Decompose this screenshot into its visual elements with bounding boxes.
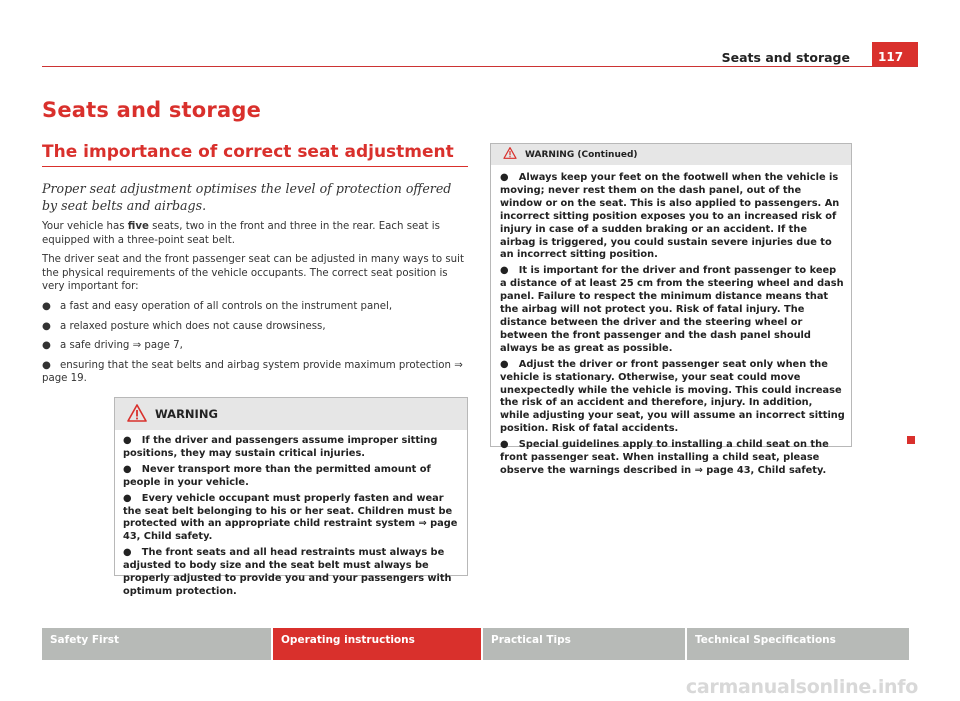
- warning-item: ● Special guidelines apply to installing a child seat on the front passenger seat. When installing a child seat, please observe the warnings described in ⇒ page 43, Child safety.: [500, 439, 829, 476]
- tab-technical-specifications[interactable]: Technical Specifications: [687, 628, 909, 660]
- list-item: ● a fast and easy operation of all controls on the instrument panel,: [42, 300, 393, 312]
- warning-item: ● The front seats and all head restraints must always be adjusted to body size and the seat belt must always be properly adjusted to provide you and your passengers with optimum protection.: [123, 547, 452, 597]
- warning-triangle-icon: [503, 147, 517, 162]
- body-list: [42, 300, 468, 386]
- section-end-marker: [907, 436, 915, 444]
- warning-item: ● Adjust the driver or front passenger seat only when the vehicle is stationary. Otherwise, your seat could move unexpectedly while the vehicle is moving. This could increase the risk of an accident and therefore, injury. In addition, while adjusting your seat, you will assume an incorrect sitting position. Risk of fatal accidents.: [500, 358, 845, 435]
- tab-practical-tips[interactable]: Practical Tips: [483, 628, 685, 660]
- running-header: Seats and storage: [721, 50, 850, 65]
- warning-continued-box: [490, 143, 852, 476]
- warning-header: [115, 398, 467, 430]
- header-rule: [42, 66, 918, 67]
- intro-text: Proper seat adjustment optimises the level of protection offered by seat belts and airbags.: [42, 181, 452, 213]
- list-item: ● a relaxed posture which does not cause drowsiness,: [42, 320, 326, 332]
- body-paragraph: The driver seat and the front passenger seat can be adjusted in many ways to suit the physical requirements of the vehicle occupants. The correct seat position is very important for:: [42, 254, 464, 293]
- watermark: carmanualsonline.info: [685, 676, 918, 698]
- seat-count: five: [127, 221, 149, 232]
- body-paragraph: Your vehicle has five seats, two in the front and three in the rear. Each seat is equipped with a three-point seat belt.: [42, 221, 440, 246]
- tab-operating-instructions[interactable]: Operating instructions: [273, 628, 481, 660]
- warning-triangle-icon: [127, 404, 147, 425]
- footer-nav: [42, 628, 918, 660]
- warning-title: WARNING (Continued): [525, 149, 638, 160]
- warning-item: ● Always keep your feet on the footwell when the vehicle is moving; never rest them on the dash panel, out of the window or on the seat. This is also applied to passengers. An incorrect sitting position exposes you to an increased risk of injury in case of a sudden braking or an accident. If the airbag is triggered, you could sustain severe injuries due to an incorrect sitting position.: [500, 172, 840, 261]
- warning-text: [115, 430, 467, 599]
- warning-item: ● Every vehicle occupant must properly fasten and wear the seat belt belonging to his or her seat. Children must be protected with an appropriate child restraint system ⇒ page 43, Child safety.: [123, 492, 458, 543]
- list-item: ● ensuring that the seat belts and airbag system provide maximum protection ⇒ page 19.: [42, 359, 463, 385]
- list-item: ● a safe driving ⇒ page 7,: [42, 340, 183, 352]
- warning-box: [114, 397, 468, 597]
- section-title: The importance of correct seat adjustment: [42, 142, 454, 162]
- warning-item: ● It is important for the driver and front passenger to keep a distance of at least 25 cm from the steering wheel and dash panel. Failure to respect the minimum distance means that the airbag will not protect you. Risk of fatal injury. The distance between the driver and the steering wheel or between the front passenger and the dash panel should always be as great as possible.: [500, 265, 844, 354]
- warning-header: [491, 144, 851, 165]
- warning-item: ● Never transport more than the permitted amount of people in your vehicle.: [123, 463, 431, 488]
- body-text: [42, 220, 468, 392]
- warning-title: WARNING: [155, 407, 218, 421]
- tab-safety-first[interactable]: Safety First: [42, 628, 271, 660]
- section-rule: [42, 166, 468, 167]
- warning-text: [491, 165, 851, 478]
- chapter-title: Seats and storage: [42, 98, 262, 122]
- warning-item: ● If the driver and passengers assume improper sitting positions, they may sustain critical injuries.: [123, 435, 438, 459]
- page-number: 117: [872, 42, 918, 66]
